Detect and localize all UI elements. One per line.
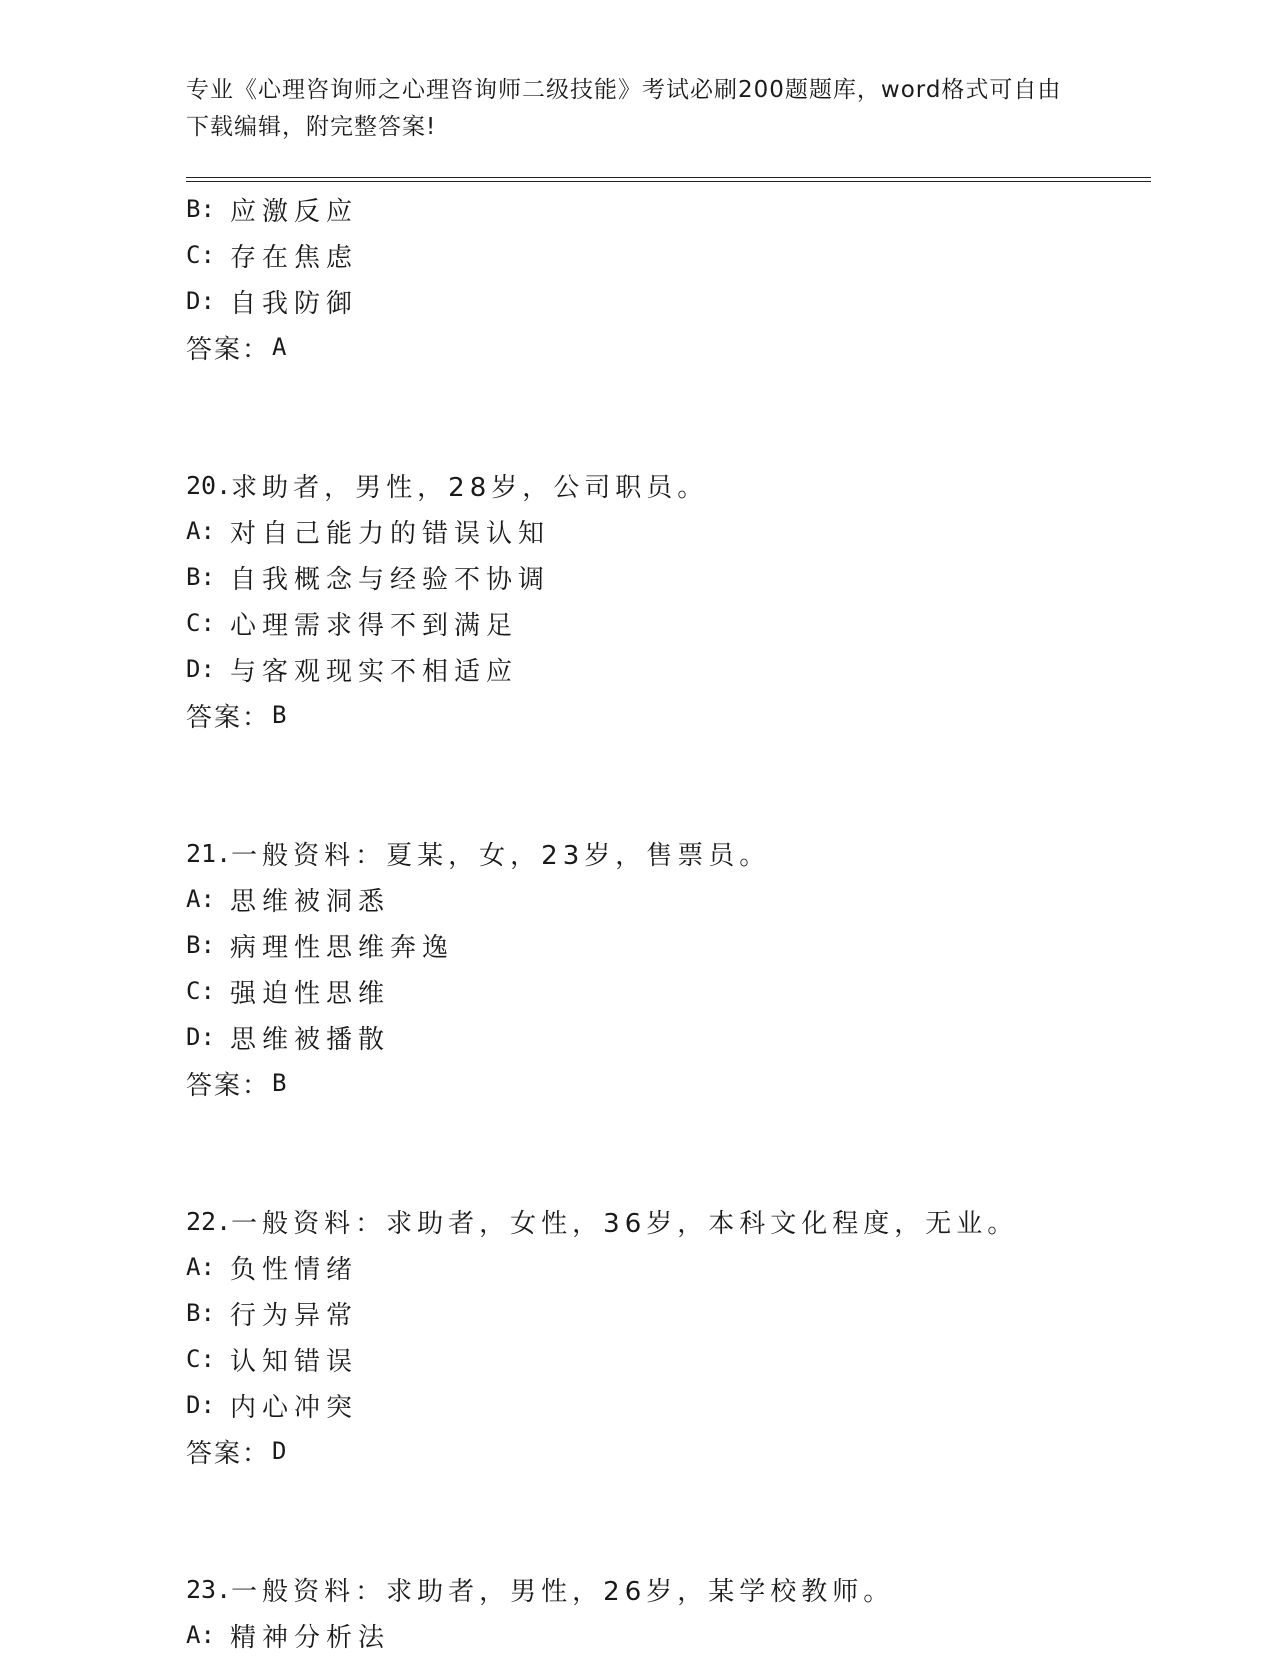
answer-value: D [272, 1437, 287, 1465]
option-letter: A: [186, 517, 215, 545]
option-row [186, 922, 1151, 968]
option-row [186, 1382, 1151, 1428]
option-letter: C: [186, 1345, 215, 1373]
option-letter: A: [186, 1621, 215, 1649]
option-row [186, 1244, 1151, 1290]
option-letter: C: [186, 977, 215, 1005]
header-divider [186, 177, 1151, 182]
option-row [186, 232, 1151, 278]
option-row [186, 554, 1151, 600]
option-text: 对自己能力的错误认知 [230, 518, 551, 549]
option-letter: C: [186, 241, 215, 269]
answer-row [186, 1060, 1151, 1106]
answer-value: A [272, 333, 287, 361]
answer-row [186, 1428, 1151, 1474]
answer-label: 答案： [186, 1438, 271, 1469]
question-list [186, 186, 1151, 1658]
option-text: 病理性思维奔逸 [230, 932, 455, 963]
option-letter: A: [186, 885, 215, 913]
answer-row [186, 692, 1151, 738]
option-letter: D: [186, 287, 215, 315]
question-number: 20. [186, 470, 232, 500]
option-letter: B: [186, 931, 215, 959]
option-letter: B: [186, 563, 215, 591]
option-text: 思维被播散 [230, 1024, 391, 1055]
option-letter: B: [186, 195, 215, 223]
option-letter: D: [186, 1023, 215, 1051]
option-row [186, 278, 1151, 324]
answer-row [186, 324, 1151, 370]
option-row [186, 876, 1151, 922]
option-text: 强迫性思维 [230, 978, 391, 1009]
option-row [186, 1014, 1151, 1060]
answer-label: 答案： [186, 334, 271, 365]
option-text: 认知错误 [230, 1346, 359, 1377]
answer-value: B [272, 1069, 287, 1097]
page-header [186, 72, 1066, 146]
question-number: 21. [186, 838, 232, 868]
document-title: 专业《心理咨询师之心理咨询师二级技能》考试必刷200题题库，word格式可自由下载编辑，附完整答案! [186, 77, 1062, 140]
option-text: 内心冲突 [230, 1392, 359, 1423]
question-text: 一般资料：求助者，男性，26岁，某学校教师。 [231, 1576, 895, 1607]
option-letter: B: [186, 1299, 215, 1327]
question-stem [186, 1566, 1151, 1612]
option-text: 自我防御 [230, 288, 359, 319]
option-row [186, 1612, 1151, 1658]
option-text: 应激反应 [230, 196, 359, 227]
question-stem [186, 462, 1151, 508]
question-text: 一般资料：夏某，女，23岁，售票员。 [231, 840, 771, 871]
option-letter: A: [186, 1253, 215, 1281]
question-text: 一般资料：求助者，女性，36岁，本科文化程度，无业。 [231, 1208, 1019, 1239]
option-text: 思维被洞悉 [230, 886, 391, 917]
answer-label: 答案： [186, 1070, 271, 1101]
answer-label: 答案： [186, 702, 271, 733]
option-text: 与客观现实不相适应 [230, 656, 519, 687]
question-text: 求助者，男性，28岁，公司职员。 [231, 472, 709, 503]
question-stem [186, 830, 1151, 876]
answer-value: B [272, 701, 287, 729]
question-number: 22. [186, 1206, 232, 1236]
option-row [186, 646, 1151, 692]
option-text: 心理需求得不到满足 [230, 610, 519, 641]
question-stem [186, 1198, 1151, 1244]
option-row [186, 508, 1151, 554]
option-letter: D: [186, 1391, 215, 1419]
option-text: 存在焦虑 [230, 242, 359, 273]
option-letter: D: [186, 655, 215, 683]
option-text: 自我概念与经验不协调 [230, 564, 551, 595]
option-text: 行为异常 [230, 1300, 359, 1331]
option-letter: C: [186, 609, 215, 637]
option-row [186, 600, 1151, 646]
question-number: 23. [186, 1574, 232, 1604]
option-row [186, 968, 1151, 1014]
option-text: 精神分析法 [230, 1622, 391, 1653]
option-row [186, 186, 1151, 232]
option-text: 负性情绪 [230, 1254, 359, 1285]
option-row [186, 1290, 1151, 1336]
option-row [186, 1336, 1151, 1382]
